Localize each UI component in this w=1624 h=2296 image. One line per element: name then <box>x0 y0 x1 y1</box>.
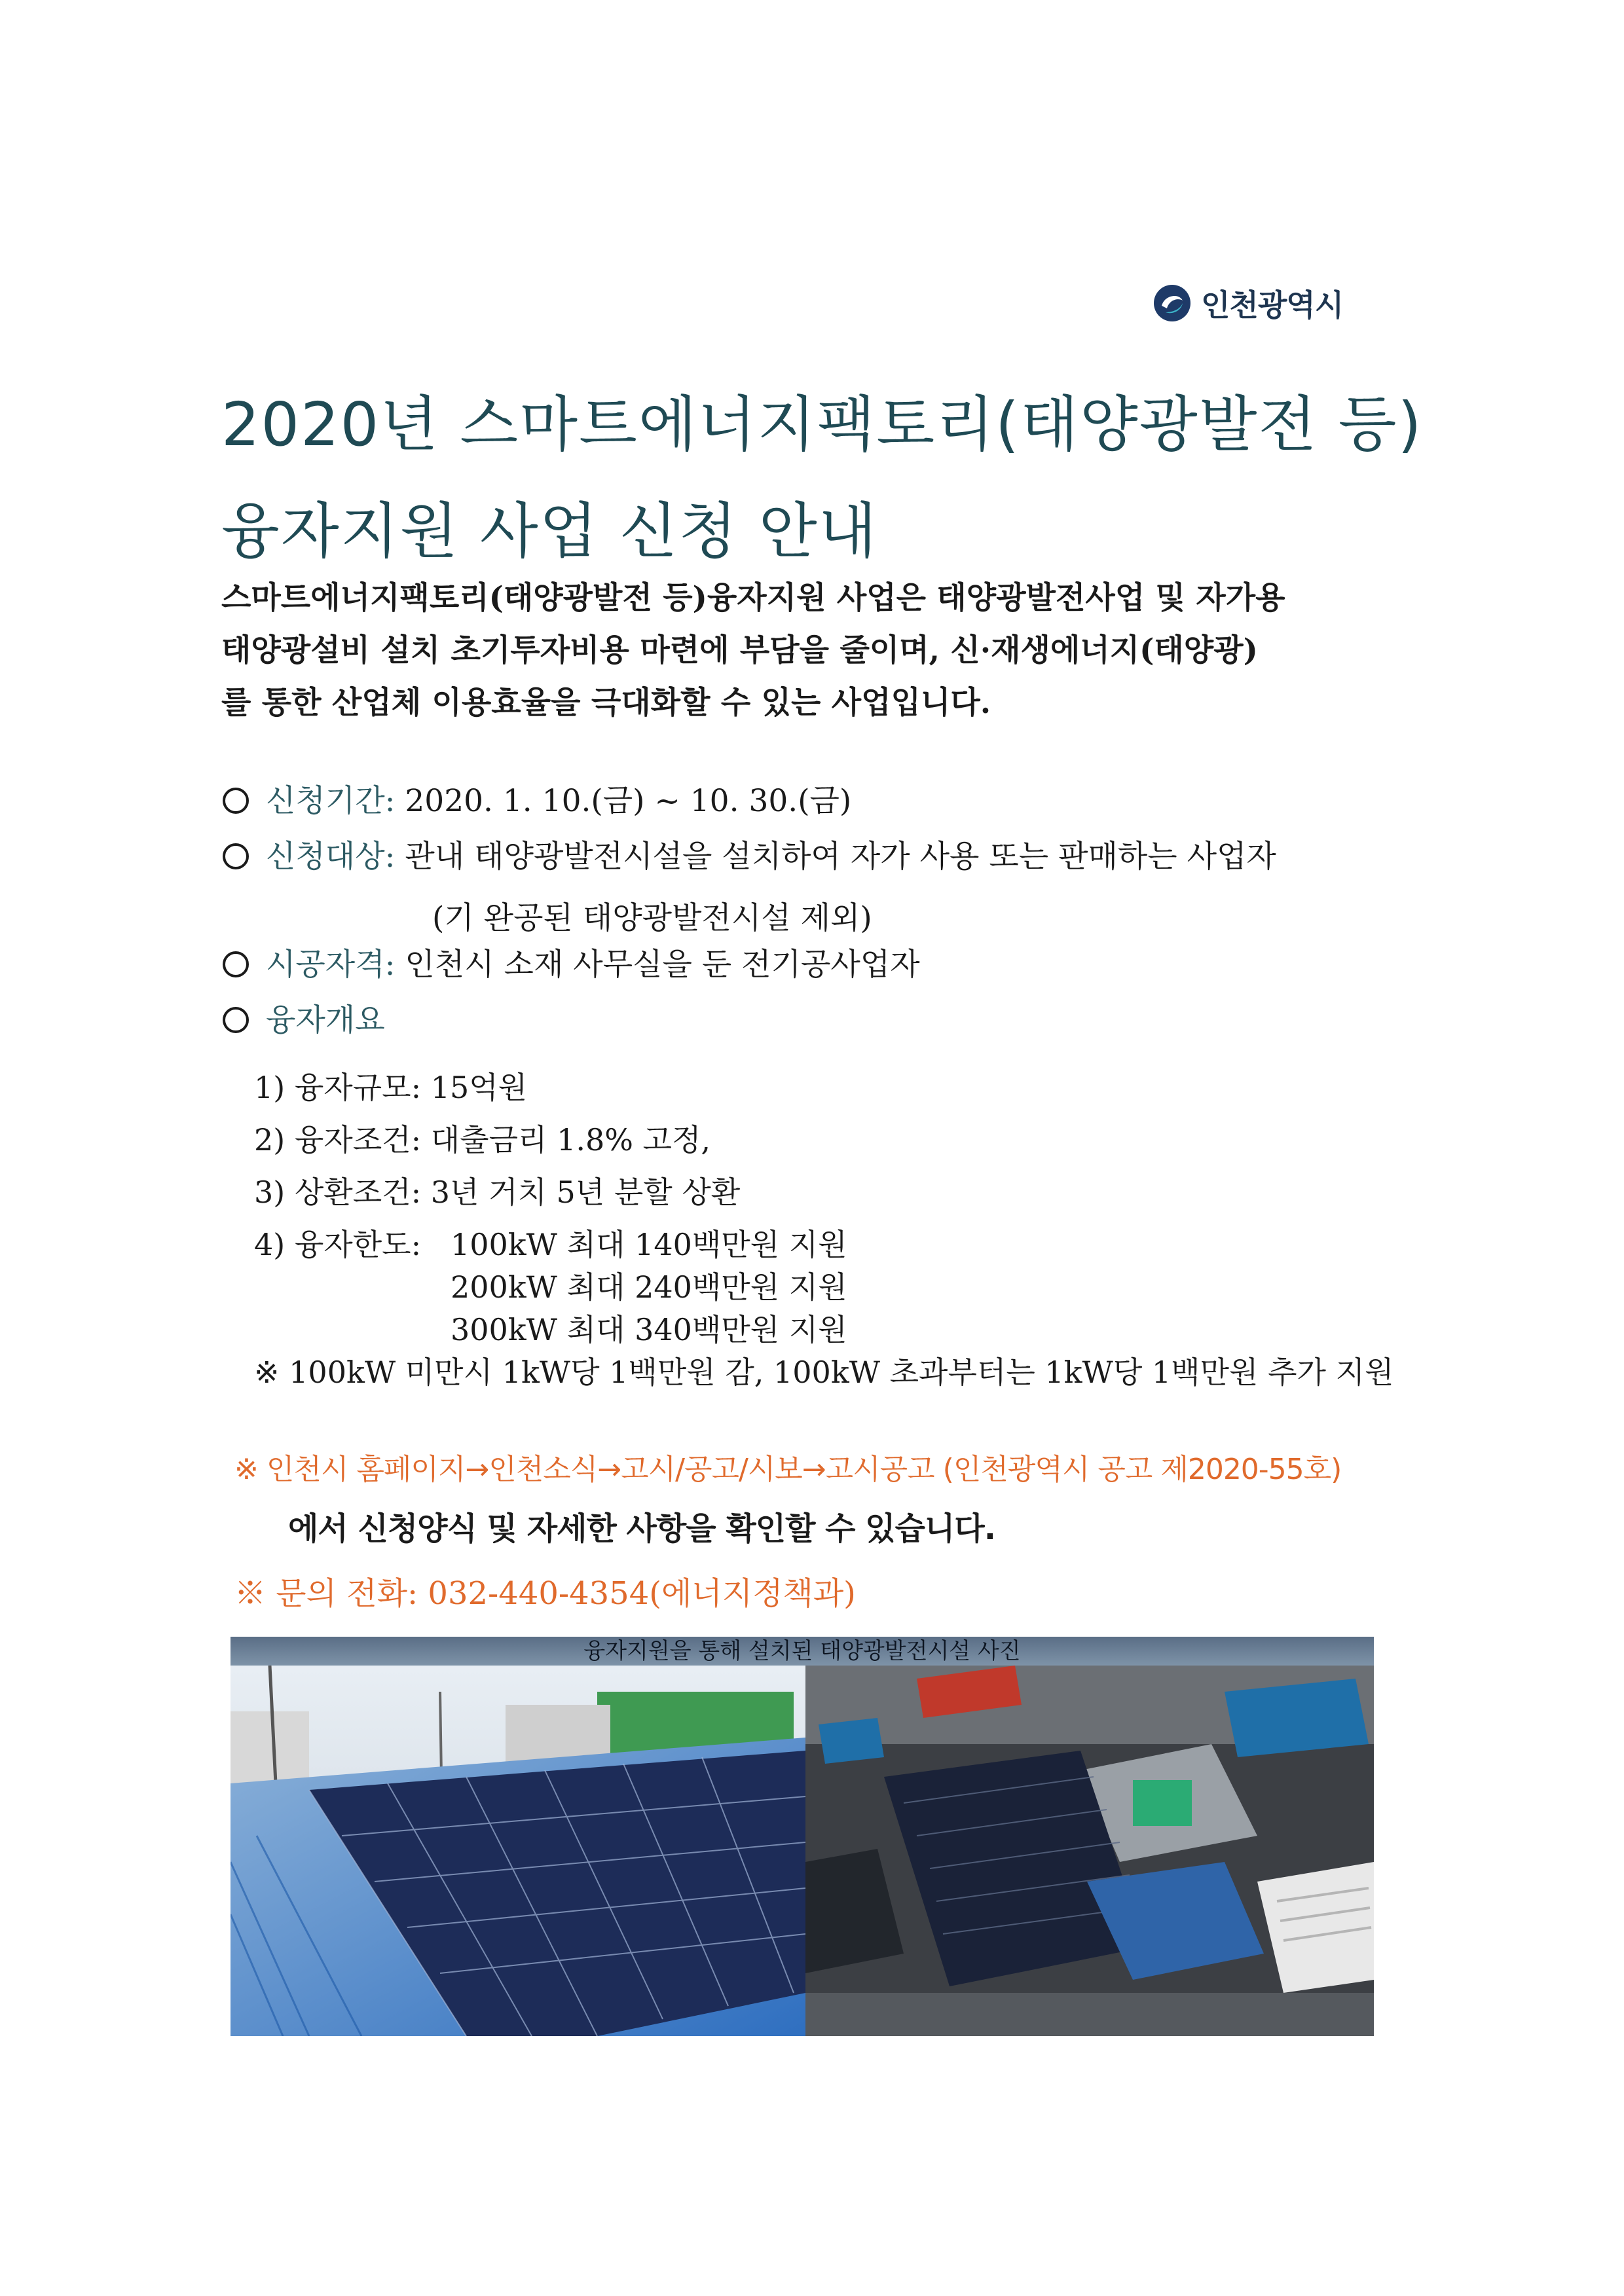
intro-line3: 를 통한 산업체 이용효율을 극대화할 수 있는 사업입니다. <box>221 685 991 721</box>
contact-notice: ※ 문의 전화: 032-440-4354(에너지정책과) <box>234 1575 856 1612</box>
circle-bullet-icon <box>223 1007 249 1033</box>
rooftop-solar-photo <box>231 1666 805 2036</box>
overview-scale: 1) 융자규모: 15억원 <box>254 1070 528 1105</box>
limit-100kw: 100kW 최대 140백만원 지원 <box>451 1227 847 1262</box>
rooftop-solar-illustration <box>231 1666 805 2036</box>
target-value: 관내 태양광발전시설을 설치하여 자가 사용 또는 판매하는 사업자 <box>405 839 1276 875</box>
limit-200kw: 200kW 최대 240백만원 지원 <box>451 1269 847 1305</box>
aerial-factory-photo <box>805 1666 1374 2036</box>
circle-bullet-icon <box>223 843 249 869</box>
limit-note: ※ 100kW 미만시 1kW당 1백만원 감, 100kW 초과부터는 1kW당 1백만원 추가 지원 <box>254 1355 1394 1390</box>
item-period <box>223 783 852 819</box>
circle-bullet-icon <box>223 951 249 977</box>
intro-line2: 태양광설비 설치 초기투자비용 마련에 부담을 줄이며, 신·재생에너지(태양광) <box>221 632 1258 668</box>
aerial-factory-illustration <box>805 1666 1374 2036</box>
qualification-value: 인천시 소재 사무실을 둔 전기공사업자 <box>405 947 920 983</box>
period-value: 2020. 1. 10.(금) ~ 10. 30.(금) <box>405 783 852 819</box>
item-target <box>223 839 1276 875</box>
photo-panel <box>231 1637 1374 2036</box>
logo-text: 인천광역시 <box>1201 287 1344 323</box>
item-qualification <box>223 947 920 983</box>
overview-limit-label: 4) 융자한도: <box>254 1227 422 1262</box>
photo-caption: 융자지원을 통해 설치된 태양광발전시설 사진 <box>231 1637 1374 1666</box>
circle-bullet-icon <box>223 788 249 814</box>
overview-conditions: 2) 융자조건: 대출금리 1.8% 고정, <box>254 1122 711 1157</box>
overview-label: 융자개요 <box>266 1002 385 1038</box>
target-continuation: (기 완공된 태양광발전시설 제외) <box>432 900 872 936</box>
period-label: 신청기간: <box>266 783 396 819</box>
check-notice: 에서 신청양식 및 자세한 사항을 확인할 수 있습니다. <box>288 1510 995 1547</box>
overview-repayment: 3) 상환조건: 3년 거치 5년 분할 상환 <box>254 1175 741 1210</box>
qualification-label: 시공자격: <box>266 947 396 983</box>
incheon-logo-icon <box>1153 283 1192 323</box>
limit-300kw: 300kW 최대 340백만원 지원 <box>451 1312 847 1347</box>
city-logo <box>1153 280 1343 326</box>
homepage-path-notice: ※ 인천시 홈페이지→인천소식→고시/공고/시보→고시공고 (인천광역시 공고 제2020-55호) <box>234 1453 1342 1486</box>
intro-line1: 스마트에너지팩토리(태양광발전 등)융자지원 사업은 태양광발전사업 및 자가용 <box>221 580 1285 616</box>
target-label: 신청대상: <box>266 839 396 875</box>
page-title-line2: 융자지원 사업 신청 안내 <box>221 496 878 566</box>
item-overview <box>223 1002 385 1038</box>
page-title-line1: 2020년 스마트에너지팩토리(태양광발전 등) <box>221 390 1423 460</box>
